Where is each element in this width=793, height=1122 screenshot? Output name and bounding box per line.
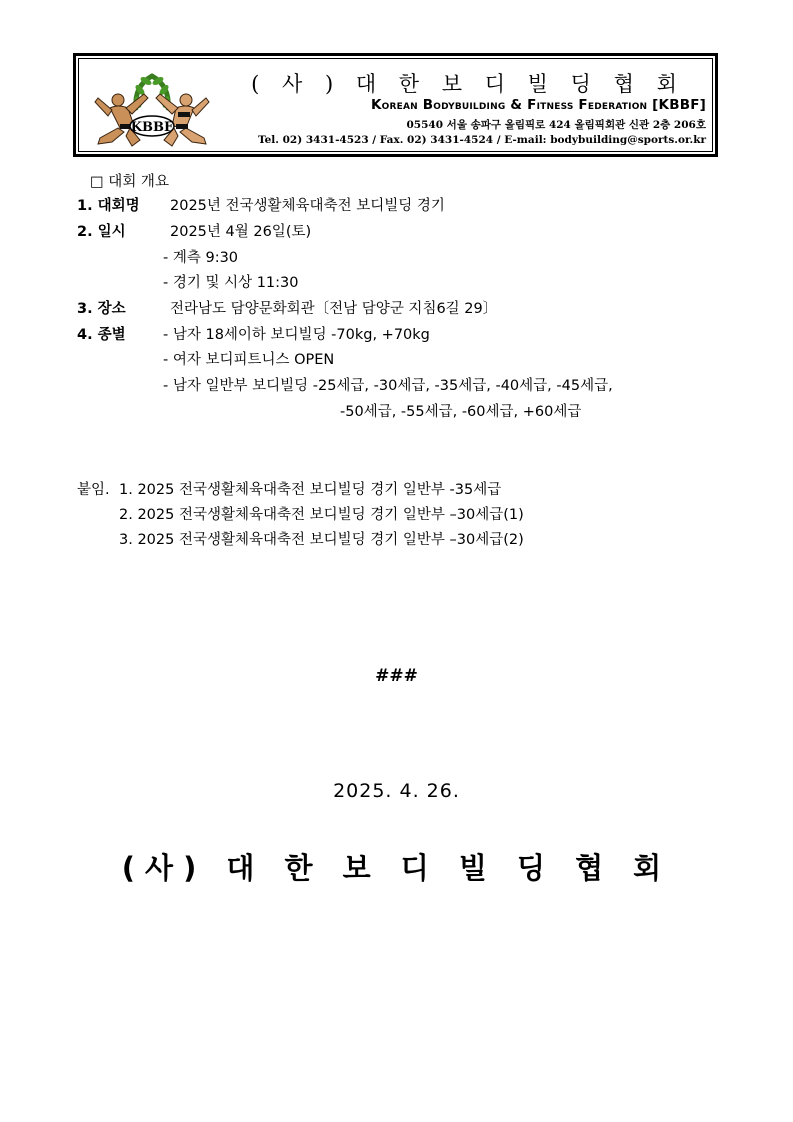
category-label: 4. 종별 bbox=[77, 327, 126, 343]
svg-text:KBBF: KBBF bbox=[130, 120, 174, 135]
event-date-value: 2025년 4월 26일(토) bbox=[170, 224, 312, 240]
competition-time: - 경기 및 시상 11:30 bbox=[163, 275, 299, 291]
attachment-item: 3. 2025 전국생활체육대축전 보디빌딩 경기 일반부 –30세급(2) bbox=[119, 532, 524, 548]
event-name-label: 1. 대회명 bbox=[77, 198, 140, 214]
attachment-item: 2. 2025 전국생활체육대축전 보디빌딩 경기 일반부 –30세급(1) bbox=[119, 507, 524, 523]
org-address: 05540 서울 송파구 올림픽로 424 올림픽회관 신관 2층 206호 bbox=[406, 119, 706, 131]
venue-value: 전라남도 담양문화회관〔전남 담양군 지침6길 29〕 bbox=[170, 301, 498, 317]
org-contact: Tel. 02) 3431-4523 / Fax. 02) 3431-4524 / E-mail: bodybuilding@sports.or.kr bbox=[258, 134, 706, 146]
attachment-item: 1. 2025 전국생활체육대축전 보디빌딩 경기 일반부 -35세급 bbox=[119, 482, 502, 498]
letterhead bbox=[73, 53, 718, 157]
category-general-men-cont: -50세급, -55세급, -60세급, +60세급 bbox=[340, 404, 582, 420]
end-mark: ### bbox=[375, 666, 418, 686]
attachments-label: 붙임. bbox=[77, 482, 110, 498]
category-junior-men: - 남자 18세이하 보디빌딩 -70kg, +70kg bbox=[163, 327, 430, 343]
document-date: 2025. 4. 26. bbox=[333, 780, 460, 802]
event-name-value: 2025년 전국생활체육대축전 보디빌딩 경기 bbox=[170, 198, 445, 214]
kbbf-logo bbox=[90, 68, 214, 150]
org-name-korean: ( 사 ) 대 한 보 디 빌 딩 협 회 bbox=[251, 72, 685, 96]
signature-org: (사) 대 한 보 디 빌 딩 협 회 bbox=[121, 851, 672, 885]
event-date-label: 2. 일시 bbox=[77, 224, 126, 240]
overview-heading: □ 대회 개요 bbox=[90, 174, 169, 190]
category-general-men: - 남자 일반부 보디빌딩 -25세급, -30세급, -35세급, -40세급, -45세급, bbox=[163, 378, 613, 394]
weigh-in-time: - 계측 9:30 bbox=[163, 250, 239, 266]
org-name-english: Korean Bodybuilding & Fitness Federation [KBBF] bbox=[370, 97, 706, 113]
category-women: - 여자 보디피트니스 OPEN bbox=[163, 352, 335, 368]
venue-label: 3. 장소 bbox=[77, 301, 126, 317]
